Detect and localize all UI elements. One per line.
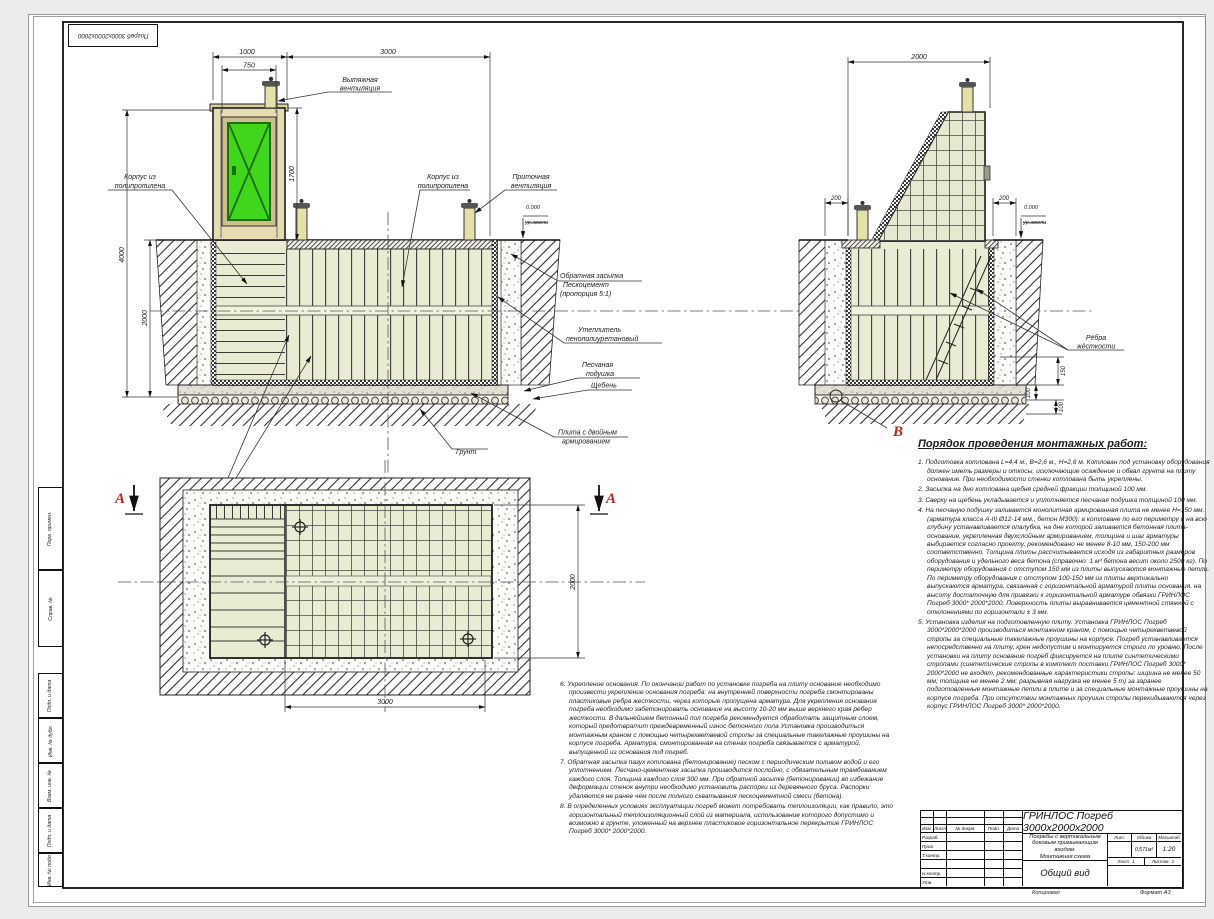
side-section-view (799, 54, 1124, 440)
dim-label: 100 (1059, 401, 1065, 413)
installation-instructions (918, 437, 1212, 714)
tank-mid-band (848, 306, 993, 315)
callout-body-mid: Корпус из (427, 174, 459, 181)
door-handle-side (984, 166, 990, 180)
callout-body-left: Корпус из (124, 174, 156, 181)
backfill-left (825, 240, 848, 385)
callout-supply-vent: Приточная (512, 174, 550, 181)
soil-hatch-right (521, 240, 560, 385)
instruction-item: 4. На песчаную подушку заливается монолитная армированная плита не менее Н=150 мм. (арматура класса А-III Ø12-14 мм., бетон М300): в котловане по его периметру и на всю глубину устанавливается опалубка, на дне которой заливается бетонная плита-основание, укрепленная двухслойным армированием, толщина и шаг арматуры выбирается согласно проекту, рекомендовано не менее 8-10 мм, 150-200 мм соответственно. Толщина плиты рассчитывается исходя из габаритных размеров оборудования и удельного веса бетона (справочно: 1 м³ бетона весит около 2500 кг). По периметру оборудования с отступом 150 мм из плиты выпускаются монтажные петли. По периметру оборудования с отступом 100-150 мм из плиты вертикально выпускаются арматура, связанная с горизонтальной арматурой плиты основания, на высоту достаточную для привязки к горизонтальной арматуре обвязки ГРИНЛОС Погреб 3000* 2000*2000. Поверхность плиты выравнивается цементной стяжкой с отклонениями по горизонтали ± 3 мм. (918, 507, 1210, 616)
dim-label: 750 (243, 62, 255, 70)
tb-col-docnum: № докум. (947, 825, 985, 833)
tb-role-utv: Утв. (921, 878, 947, 886)
tb-col-data: Дата (1004, 825, 1023, 833)
corner-stamp-text: Погреб 3000х2000х2000 (77, 32, 149, 39)
ground-vent-pipe (854, 201, 871, 240)
exhaust-vent-pipe (262, 77, 280, 108)
soil-hatch-bottom (160, 404, 538, 426)
dim-label: 4000 (119, 247, 126, 263)
title-block (920, 810, 1183, 888)
tb-role-razrab: Разраб. (921, 833, 947, 842)
note-item: 8. В определенных условиях эксплуатации погреб может потребовать теплоизоляции, как правило, это горизонтальный теплоизоляционный слой из материала, использование которого допустимо и возможно в грунте, уложенный на верхнее пластиковое горизонтальное перекрытие ГРИНЛОС Погреб 3000* 2000*2000. (560, 803, 894, 836)
tb-desc-line: боковым примыкающим (1032, 840, 1098, 847)
dim-label: 150 (1061, 365, 1067, 377)
insulation-bottom (848, 380, 993, 385)
tb-lit-label: Лит. (1108, 834, 1132, 842)
level-label: ур.земли (525, 220, 549, 226)
backfill-right (501, 240, 521, 385)
callout-sand: Песчаная (582, 362, 614, 369)
tank-lid-strip (287, 240, 496, 249)
frame-cell-inv-podl: Инв. № подл. (38, 853, 63, 887)
dim-label: 3000 (380, 49, 396, 56)
tb-scale-value: 1:20 (1157, 842, 1181, 858)
instruction-item: 5. Установка изделия на подготовленную плиту. Установка ГРИНЛОС Погреб 3000*2000*2000 производиться монтажном краном, с помощью четырехветвевой стропы за специальные такелажные проушины на корпусе. Погреб устанавливается непосредственно на плиту, крен недопустим и монтируется строго по уровню. После установки на плиту основание погреб фиксируется на плите синтетическими стропами (синтетические стропы в комплект поставки ГРИНЛОС Погреб 3000* 2000*2000 не входят, рекомендованные характеристики стропы: ширина не менее 50 мм; толщина не менее 2 мм; разрывная нагрузка не менее 5 т) за заранее подготовленные монтажные петли в плите и за специальные монтажные проушины на корпусе погреба. При отсутствии монтажных проушин стропы перекидываются через корпус ГРИНЛОС Погреб 3000* 2000*2000. (918, 618, 1208, 711)
frame-cell-inv-dubl: Инв. № дубл. (38, 718, 63, 763)
backfill-left (197, 240, 213, 385)
dim-label: 100 (1026, 387, 1032, 399)
lid-strip-right (985, 240, 998, 248)
tb-scale-label: Масштаб (1158, 835, 1180, 840)
tb-col-izm: Изм. (921, 825, 934, 833)
foundation-slab (815, 385, 1026, 395)
note-item: 6. Укрепление основания. По окончании работ по установке погреба на плиту основание необходимо произвести укрепление основания погреба: на внутренней поверхности погреба смонтированы пластиковые ребра жесткости, через которые пропущена арматура. Для укрепления основания погреба необходимо забетонировать основание на высоту 10-20 мм выше верхнего края ребер жесткости. В дальнейшем бетонный пол погреба рекомендуется обработать защитным слоем, который предотвратит преждевременный износ бетонного пола Установка производиться монтажным краном с помощью четырехветвевой стропы за специальные такелажные проушины на корпусе погреба. Арматура, смонтированная на стенах погреба связывается с арматурой, выпущенной из основания под погреб. (560, 681, 890, 756)
frame-cell-vzam-inv: Взам. инв. № (38, 763, 63, 808)
instruction-item: 1. Подготовка котлована L=4,4 м., B=2,6 м., H=2,6 м. Котлован под установку оборудования должен иметь размеры и откосы, исключающие осаждение и обвал грунта на плиту основание. При необходимости стенки котлована быть укреплены. (918, 459, 1210, 483)
frame-cell-podp-data-2: Подп. и дата (38, 808, 63, 853)
top-vent-pipe (959, 78, 976, 112)
tb-desc-line: Монтажная схема (1039, 853, 1091, 860)
insulation-bottom (213, 380, 497, 385)
dim-label: 2000 (911, 54, 927, 61)
foundation-slab (178, 385, 508, 395)
tb-product-name: ГРИНЛОС Погреб 3000х2000х2000 (1023, 811, 1181, 834)
gravel-layer (178, 395, 508, 404)
callout-gravel: Щебень (591, 382, 617, 390)
roof-vent-pipe-left (293, 199, 310, 240)
frame-cell-sprav-no: Справ. № (38, 570, 63, 647)
tb-role-prov: Пров. (921, 842, 947, 851)
level-elevation: 0.000 (526, 205, 540, 211)
tb-sheets-total: 2 (1171, 859, 1175, 864)
tb-col-list: Лист (934, 826, 946, 831)
callout-body-left: полипропилена (114, 183, 166, 190)
entrance-grate (211, 506, 284, 519)
callout-backfill: Обратная засыпка (560, 273, 624, 280)
corner-stamp (68, 24, 158, 47)
side-level-mark (1021, 205, 1046, 238)
detail-mark-letter: В (893, 424, 904, 440)
tb-role-tkontr: Т.контр. (921, 851, 947, 860)
dim-label: 2000 (570, 574, 577, 590)
callout-supply-vent: вентиляция (510, 183, 552, 190)
tb-description (1023, 834, 1108, 861)
tb-col-podp: Подп. (985, 825, 1004, 833)
plan-mid-band (286, 576, 491, 586)
callout-exhaust-vent: Вытяжная (342, 77, 378, 84)
callout-ribs: Рёбра (1085, 335, 1107, 342)
tb-sheets (1145, 858, 1181, 866)
door-handle (232, 166, 236, 175)
tb-role-nkontr: Н.контр. (921, 869, 947, 878)
callout-slab: Плита с двойным (558, 429, 617, 437)
front-section-view (108, 49, 662, 494)
callout-insulation: Утеплитель (578, 327, 622, 334)
tb-desc-line: Погребы с вертикальным (1029, 834, 1101, 840)
insulation-left-wall (846, 241, 851, 385)
dim-label: 200 (998, 196, 1010, 202)
tb-sheet (1108, 858, 1145, 866)
dim-label: 2000 (142, 310, 149, 326)
callout-soil: Грунт (456, 449, 477, 456)
dim-label: 1700 (289, 166, 296, 182)
supply-vent-pipe (461, 199, 478, 240)
instruction-item: 3. Сверху на щебень укладывается и уплотняется песчаная подушка толщиной 100 мм. (918, 496, 1198, 504)
section-letter: А (115, 491, 126, 507)
instructions-title: Порядок проведения монтажных работ: (918, 438, 1148, 450)
tb-volume-value: 0,571м³ (1132, 842, 1157, 858)
installation-notes (560, 681, 896, 839)
frame-cell-podp-data-1: Подп. и дата (38, 673, 63, 718)
level-label: ур.земли (1023, 220, 1047, 226)
tb-view-name: Общий вид (1023, 861, 1108, 886)
front-level-mark (523, 205, 548, 238)
tb-sheet-number: 1 (1132, 859, 1135, 864)
callout-backfill: (пропорция 5:1) (560, 291, 612, 298)
callout-exhaust-vent: вентиляция (339, 85, 381, 93)
callout-backfill: Пескоцемент (563, 282, 609, 289)
callout-ribs: жёсткости (1076, 343, 1116, 351)
dim-label: 3000 (377, 699, 393, 706)
note-item: 7. Обратная засыпка пазух котлована (бетонирование) песком с периодическим поливом водой и его уплотнением. Песчано-цементная засыпка производится послойно, с обязательным трамбованием каждого слоя. Толщина каждого слоя 300 мм. При обратной засыпке (бетонировании) во избежание деформации стенок внутри необходимо установить распорки из деревянного бруса. Распорки удаляются не ранее чем после полного схватывания пескоцементной смеси (бетона). (560, 758, 887, 800)
callout-sand: подушка (586, 371, 615, 378)
tb-sheets-label: Листов (1151, 859, 1169, 864)
tb-sheet-label: Лист (1117, 859, 1130, 864)
level-elevation: 0.000 (1024, 205, 1038, 211)
plan-view (114, 460, 645, 712)
insulation-left-wall (211, 240, 216, 385)
dim-label: 200 (830, 196, 842, 202)
lid-strip-left (842, 240, 880, 248)
footer-format: Формат А3 (1140, 890, 1171, 896)
insulation-right-wall (492, 240, 497, 385)
tb-volume-label: Объем (1132, 834, 1157, 842)
dim-label: 1000 (239, 49, 255, 56)
soil-hatch-right (1016, 240, 1043, 385)
tank-mid-band (213, 306, 497, 315)
callout-body-mid: полипропилена (417, 183, 469, 190)
callout-insulation: пенополиуретановый (566, 336, 639, 343)
tb-desc-line: входом. (1054, 847, 1076, 853)
footer-copied: Копировал (1032, 890, 1060, 896)
instruction-item: 2. Засыпка на дно котлована щебня средней фракции толщиной 100 мм. (918, 486, 1148, 494)
section-letter: А (606, 491, 617, 507)
callout-slab: армированием (562, 438, 610, 446)
frame-cell-perv-primen: Перв. примен. (38, 487, 63, 570)
gravel-layer (815, 395, 1026, 404)
